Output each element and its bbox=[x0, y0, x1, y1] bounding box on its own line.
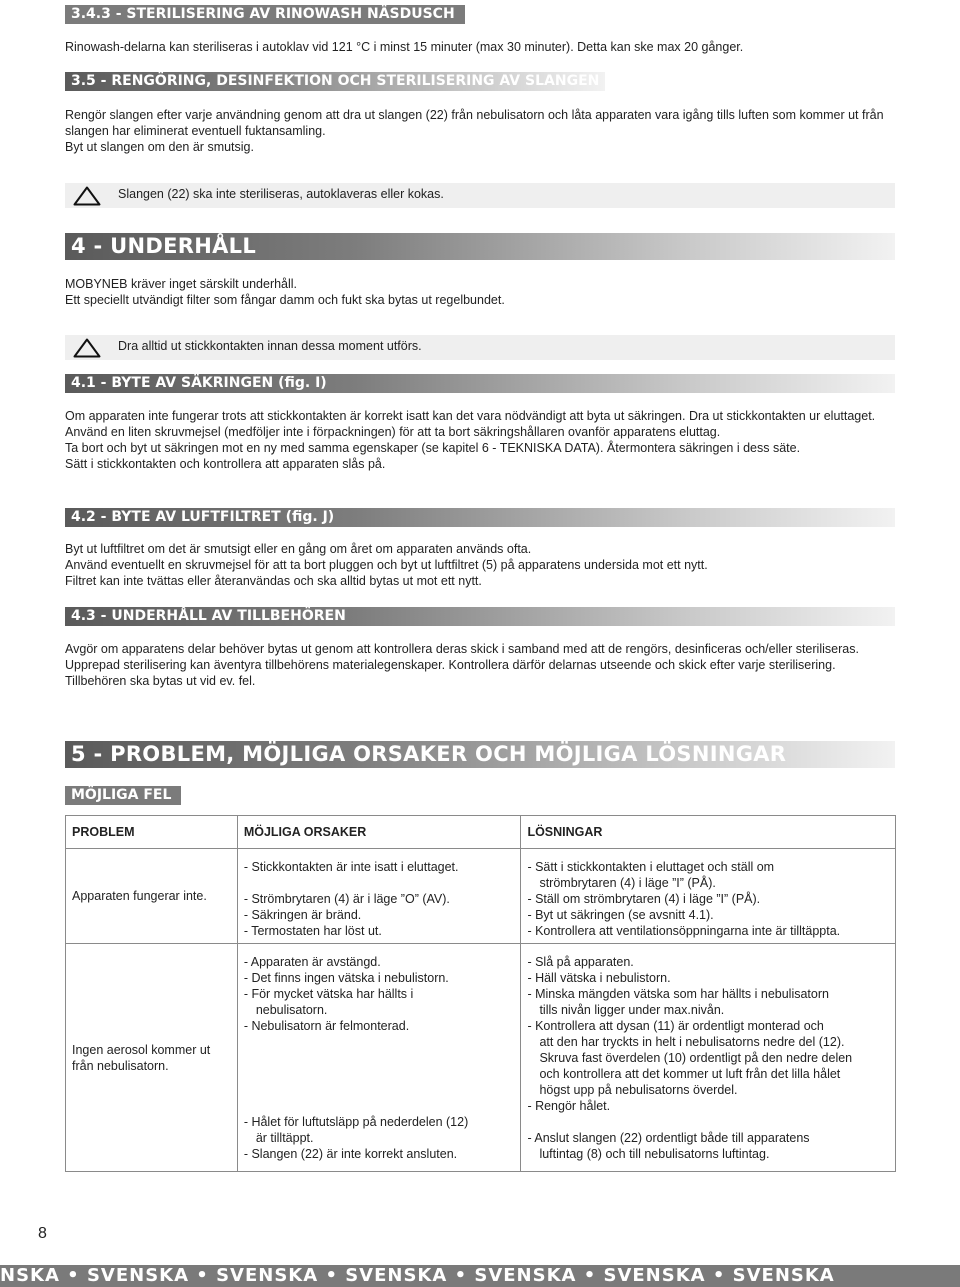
troubleshooting-table bbox=[65, 815, 896, 1172]
solution-line: tills nivån ligger under max.nivån. bbox=[539, 1003, 725, 1017]
cause-line: - Stickkontakten är inte isatt i eluttaget. bbox=[243, 860, 459, 874]
solution-line: - Ställ om strömbrytaren (4) i läge ”I” (PÅ). bbox=[527, 892, 761, 906]
solutions-cell bbox=[521, 944, 896, 1172]
section-3-5-paragraph-1: Rengör slangen efter varje användning genom att dra ut slangen (22) från nebulisatorn och låta apparaten vara igång tills luften som kommer ut från slangen har eliminerat eventuell fuktansamling. bbox=[65, 108, 884, 138]
solution-line: - Häll vätska i nebulistorn. bbox=[527, 971, 671, 985]
cause-line: - Säkringen är bränd. bbox=[243, 908, 362, 922]
section-4-1-heading: 4.1 - BYTE AV SÄKRINGEN (fig. I) bbox=[65, 374, 895, 393]
section-3-5-heading: 3.5 - RENGÖRING, DESINFEKTION OCH STERILISERING AV SLANGEN bbox=[65, 72, 605, 91]
solutions-cell bbox=[521, 849, 896, 944]
section-4-1-paragraph-2: Använd en liten skruvmejsel (medföljer inte i förpackningen) för att ta bort säkringshållaren ovanför apparatens eluttag. bbox=[65, 425, 721, 439]
solution-line: - Minska mängden vätska som har hällts i nebulisatorn bbox=[527, 987, 829, 1001]
solution-line: och kontrollera att det kommer ut luft från det lilla hålet bbox=[539, 1067, 841, 1081]
table-header-row bbox=[66, 816, 896, 849]
header-problem: PROBLEM bbox=[66, 816, 238, 849]
section-3-4-3-heading: 3.4.3 - STERILISERING AV RINOWASH NÄSDUSCH bbox=[65, 5, 465, 24]
section-4-1-paragraph-4: Sätt i stickkontakten och kontrollera att apparaten slås på. bbox=[65, 457, 386, 471]
solution-line: - Kontrollera att ventilationsöppningarna inte är tilltäppta. bbox=[527, 924, 841, 938]
section-4-3-heading: 4.3 - UNDERHÅLL AV TILLBEHÖREN bbox=[65, 607, 895, 626]
problem-cell bbox=[66, 944, 238, 1172]
warning-triangle-icon bbox=[73, 186, 101, 206]
section-3-4-3-text: Rinowash-delarna kan steriliseras i autoklav vid 121 °C i minst 15 minuter (max 30 minuter). Detta kan ske max 20 gånger. bbox=[65, 40, 744, 54]
section-4-paragraph-2: Ett speciellt utvändigt filter som fångar damm och fukt ska bytas ut regelbundet. bbox=[65, 293, 505, 307]
problem-cell bbox=[66, 849, 238, 944]
section-4-2-body bbox=[65, 541, 900, 589]
page-number: 8 bbox=[38, 1225, 47, 1242]
cause-line: nebulisatorn. bbox=[255, 1003, 328, 1017]
solution-line: Skruva fast överdelen (10) ordentligt på den nedre delen bbox=[539, 1051, 853, 1065]
solution-line: - Anslut slangen (22) ordentligt både till apparatens bbox=[527, 1131, 810, 1145]
warning-text-hose: Slangen (22) ska inte steriliseras, autoklaveras eller kokas. bbox=[118, 187, 444, 201]
section-4-2-heading: 4.2 - BYTE AV LUFTFILTRET (fig. J) bbox=[65, 508, 895, 527]
cause-line: - Det finns ingen vätska i nebulistorn. bbox=[243, 971, 449, 985]
solution-line: högst upp på nebulisatorns överdel. bbox=[539, 1083, 738, 1097]
section-4-2-paragraph-2: Använd eventuellt en skruvmejsel för att ta bort pluggen och byt ut luftfiltret (5) på apparatens undersida mot ett nytt. bbox=[65, 558, 708, 572]
cause-line: - Hålet för luftutsläpp på nederdelen (12) bbox=[243, 1115, 469, 1129]
cause-line: - Apparaten är avstängd. bbox=[243, 955, 381, 969]
section-3-5-paragraph-2: Byt ut slangen om den är smutsig. bbox=[65, 140, 254, 154]
solution-line: strömbrytaren (4) i läge ”I” (PÅ). bbox=[539, 876, 716, 890]
section-5-heading: 5 - PROBLEM, MÖJLIGA ORSAKER OCH MÖJLIGA LÖSNINGAR bbox=[65, 741, 895, 768]
section-4-paragraph-1: MOBYNEB kräver inget särskilt underhåll. bbox=[65, 277, 298, 291]
section-4-2-paragraph-3: Filtret kan inte tvättas eller återanvändas och ska alltid bytas ut mot ett nytt. bbox=[65, 574, 482, 588]
footer-language-band: NSKA • SVENSKA • SVENSKA • SVENSKA • SVENSKA • SVENSKA • SVENSKA bbox=[0, 1265, 960, 1287]
solution-line: att den har tryckts in helt i nebulisatorns nedre del (12). bbox=[539, 1035, 845, 1049]
solution-line: - Rengör hålet. bbox=[527, 1099, 611, 1113]
section-4-1-paragraph-1: Om apparaten inte fungerar trots att stickkontakten är korrekt isatt kan det vara nödvändigt att byta ut säkringen. Dra ut stickkontakten ur eluttaget. bbox=[65, 409, 876, 423]
solution-line: - Byt ut säkringen (se avsnitt 4.1). bbox=[527, 908, 714, 922]
section-4-1-body bbox=[65, 408, 900, 472]
solution-line: luftintag (8) och till nebulisatorns luftintag. bbox=[539, 1147, 770, 1161]
cause-line: - Slangen (22) är inte korrekt ansluten. bbox=[243, 1147, 458, 1161]
causes-cell bbox=[237, 944, 521, 1172]
solution-spacer bbox=[527, 1114, 889, 1130]
problem-text: Ingen aerosol kommer ut bbox=[72, 1042, 211, 1057]
solution-line: - Slå på apparaten. bbox=[527, 955, 634, 969]
cause-line: - Termostaten har löst ut. bbox=[243, 924, 382, 938]
cause-line: - För mycket vätska har hällts i bbox=[243, 987, 414, 1001]
table-row bbox=[66, 944, 896, 1172]
warning-box-hose bbox=[65, 183, 895, 208]
causes-cell bbox=[237, 849, 521, 944]
section-4-3-paragraph-2: Tillbehören ska bytas ut vid ev. fel. bbox=[65, 674, 256, 688]
section-4-3-paragraph-1: Avgör om apparatens delar behöver bytas ut genom att kontrollera deras skick i samband med att de rengörs, desinficeras och/eller steriliseras. Upprepad sterilisering kan äventyra tillbehörens materialegenskaper. Kontrollera därför delarnas utseende och skick efter varje sterilisering. bbox=[65, 642, 859, 672]
section-4-2-paragraph-1: Byt ut luftfiltret om det är smutsigt eller en gång om året om apparaten används ofta. bbox=[65, 542, 532, 556]
section-3-5-body bbox=[65, 107, 900, 155]
cause-line: är tilltäppt. bbox=[255, 1131, 314, 1145]
table-row bbox=[66, 849, 896, 944]
header-solutions: LÖSNINGAR bbox=[521, 816, 896, 849]
cause-line: - Nebulisatorn är felmonterad. bbox=[243, 1019, 410, 1033]
cause-spacer bbox=[244, 1034, 515, 1114]
solution-line: - Kontrollera att dysan (11) är ordentligt monterad och bbox=[527, 1019, 824, 1033]
possible-faults-heading: MÖJLIGA FEL bbox=[65, 786, 181, 805]
cause-line: - Strömbrytaren (4) är i läge ”O” (AV). bbox=[243, 892, 450, 906]
section-4-body bbox=[65, 276, 900, 308]
solution-line: - Sätt i stickkontakten i eluttaget och ställ om bbox=[527, 860, 775, 874]
cause-line bbox=[244, 875, 515, 891]
warning-box-unplug bbox=[65, 335, 895, 360]
warning-text-unplug: Dra alltid ut stickkontakten innan dessa moment utförs. bbox=[118, 339, 422, 353]
warning-triangle-icon bbox=[73, 338, 101, 358]
problem-text: Apparaten fungerar inte. bbox=[72, 889, 207, 903]
section-4-3-body bbox=[65, 641, 900, 689]
section-4-heading: 4 - UNDERHÅLL bbox=[65, 233, 895, 260]
problem-text: från nebulisatorn. bbox=[72, 1058, 169, 1073]
header-causes: MÖJLIGA ORSAKER bbox=[237, 816, 521, 849]
section-4-1-paragraph-3: Ta bort och byt ut säkringen mot en ny med samma egenskaper (se kapitel 6 - TEKNISKA DATA). Återmontera säkringen i dess säte. bbox=[65, 441, 801, 455]
